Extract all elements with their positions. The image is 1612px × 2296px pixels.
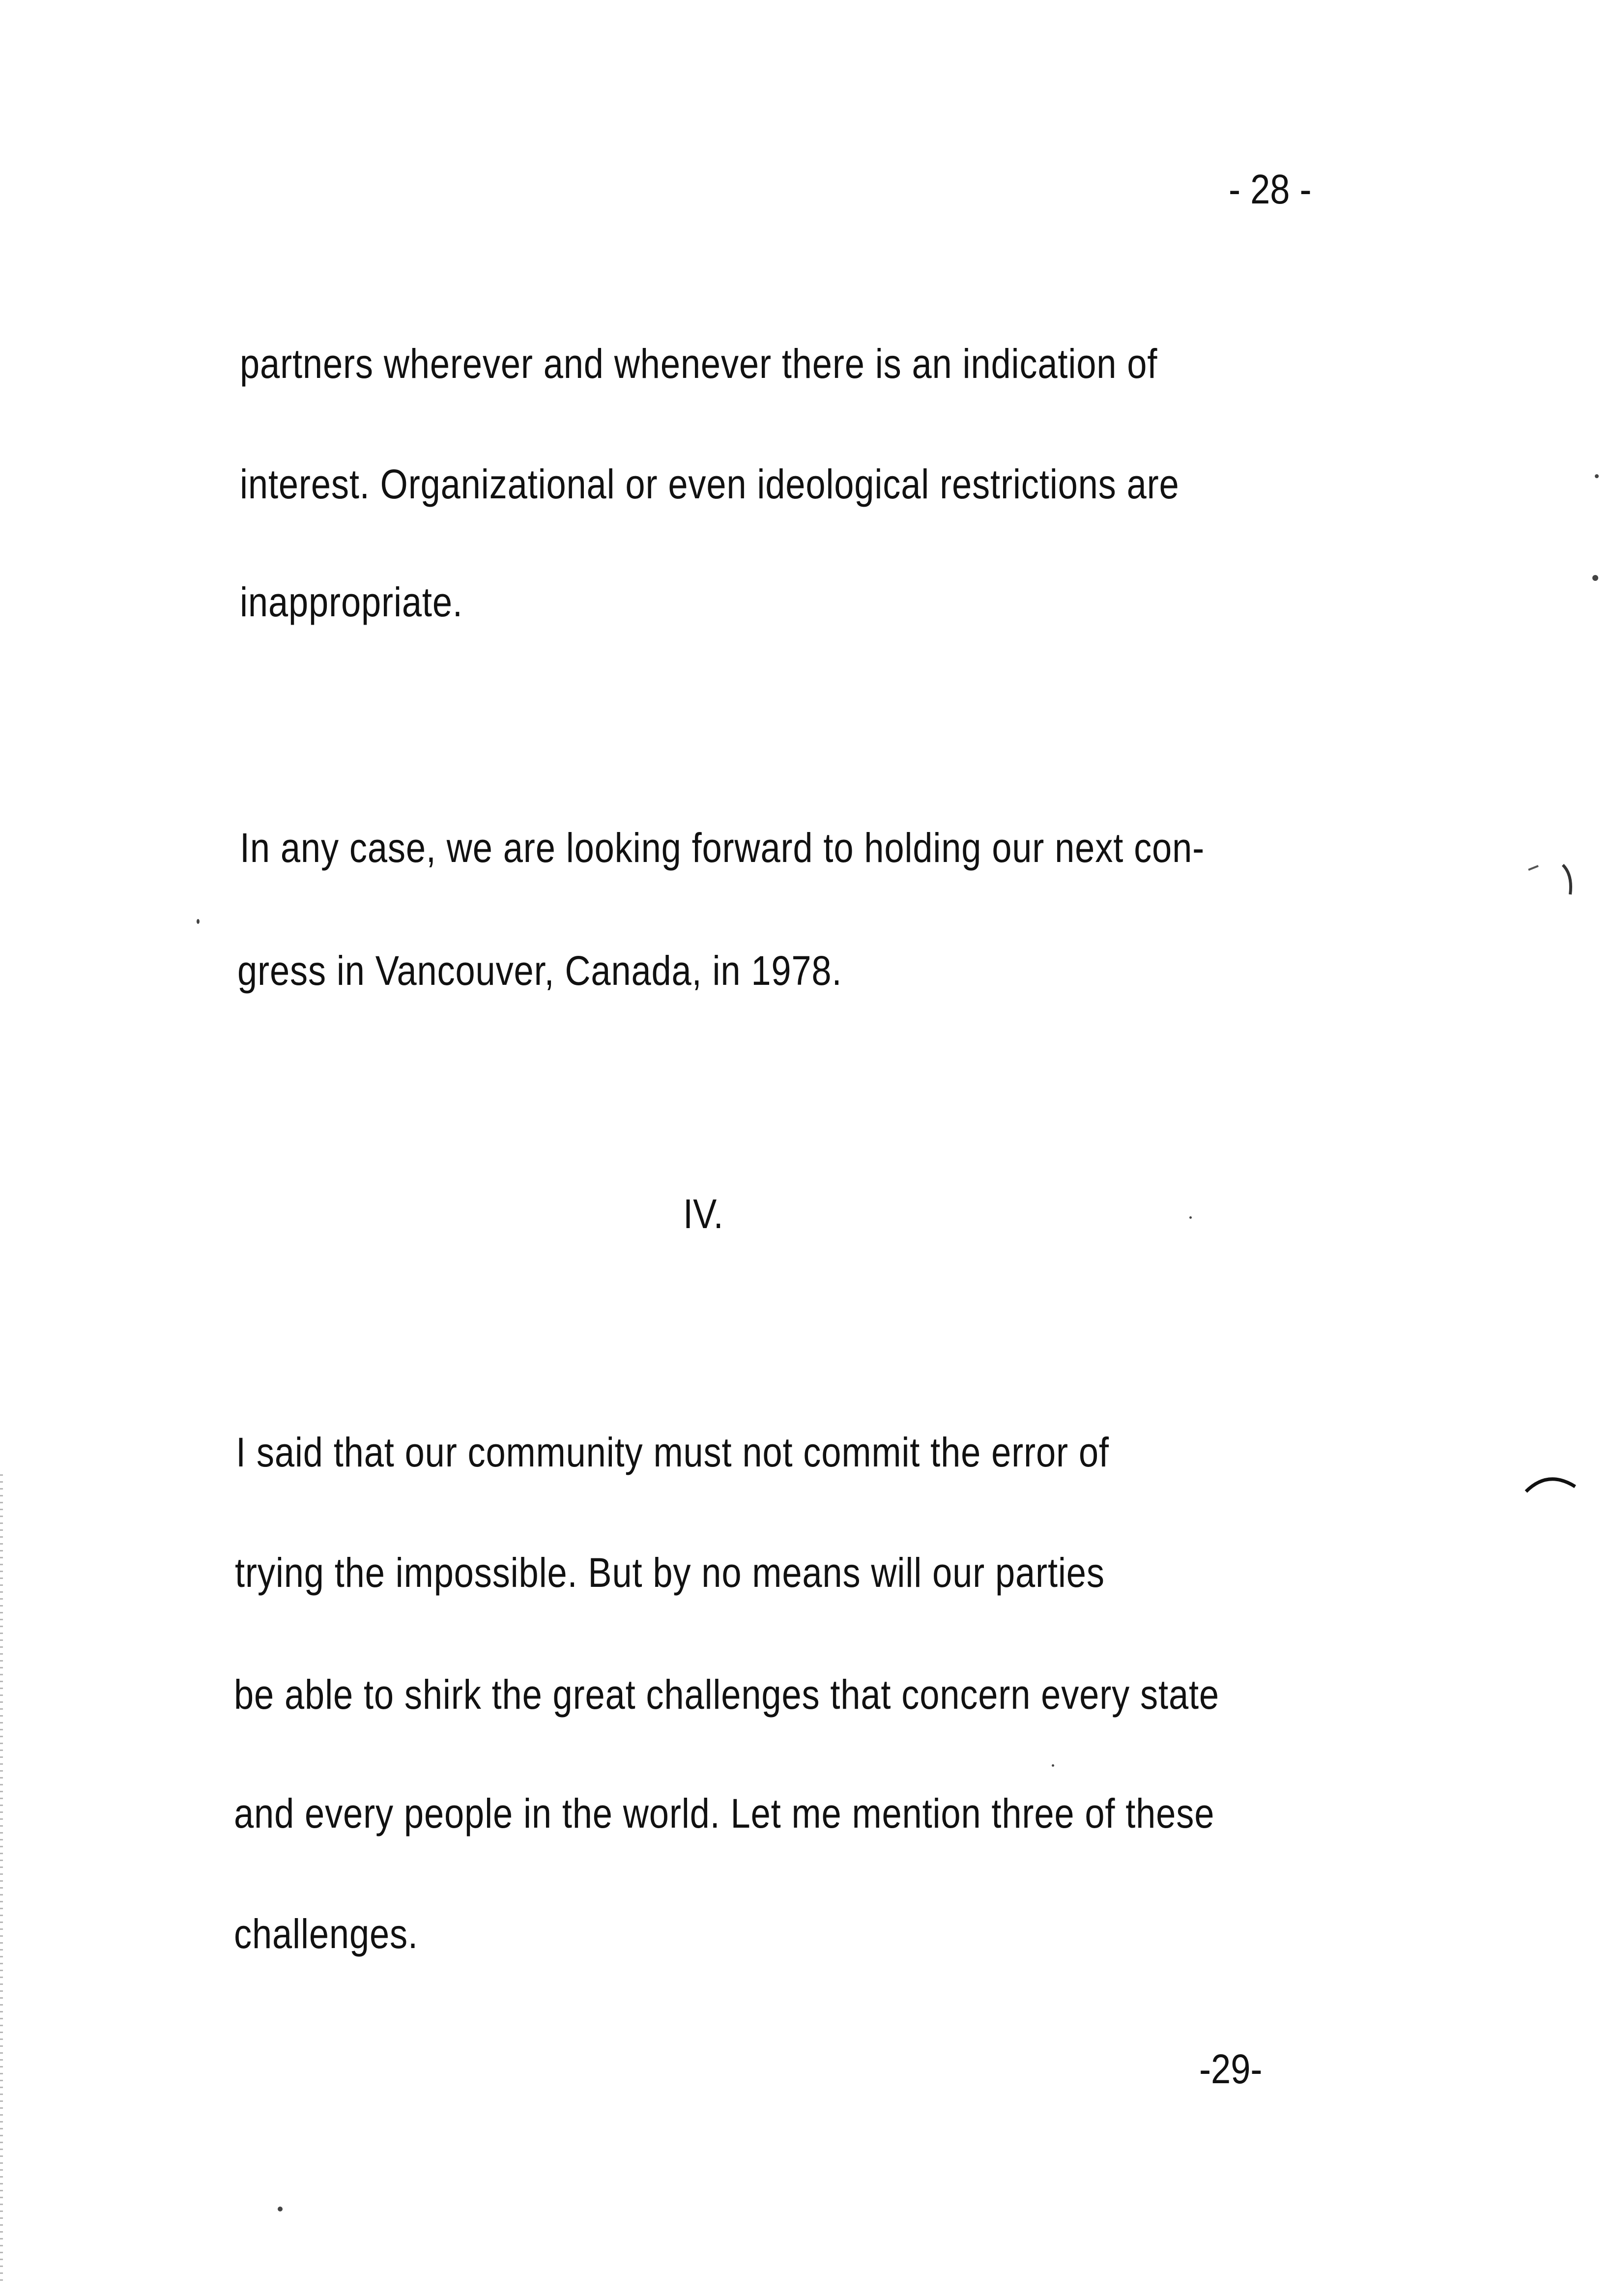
paragraph-2-line-1: In any case, we are looking forward to holding our next con- — [240, 825, 1205, 871]
scan-speck — [278, 2207, 283, 2211]
scan-edge-dots — [0, 1474, 3, 2285]
margin-arc-mark — [1519, 1467, 1587, 1501]
paragraph-3-line-4: and every people in the world. Let me mention three of these — [234, 1790, 1215, 1837]
paragraph-1-line-3: inappropriate. — [240, 579, 463, 625]
scan-speck — [1052, 1764, 1054, 1767]
scan-speck — [1595, 474, 1599, 478]
paragraph-1-line-1: partners wherever and whenever there is an indication of — [240, 341, 1158, 387]
paragraph-3-line-2: trying the impossible. But by no means will our parties — [235, 1550, 1105, 1596]
scan-speck — [1189, 1216, 1192, 1219]
section-heading: IV. — [683, 1191, 723, 1237]
next-page-number: -29- — [1199, 2046, 1263, 2092]
scan-speck — [197, 919, 200, 924]
paragraph-1-line-2: interest. Organizational or even ideological restrictions are — [240, 461, 1180, 507]
margin-bracket-mark — [1524, 855, 1583, 899]
paragraph-3-line-5: challenges. — [234, 1911, 418, 1957]
paragraph-2-line-2: gress in Vancouver, Canada, in 1978. — [237, 947, 842, 994]
scan-speck — [1592, 575, 1598, 581]
page-number-header: - 28 - — [1229, 166, 1312, 212]
paragraph-3-line-1: I said that our community must not commit the error of — [236, 1429, 1109, 1475]
paragraph-3-line-3: be able to shirk the great challenges that concern every state — [234, 1671, 1219, 1718]
